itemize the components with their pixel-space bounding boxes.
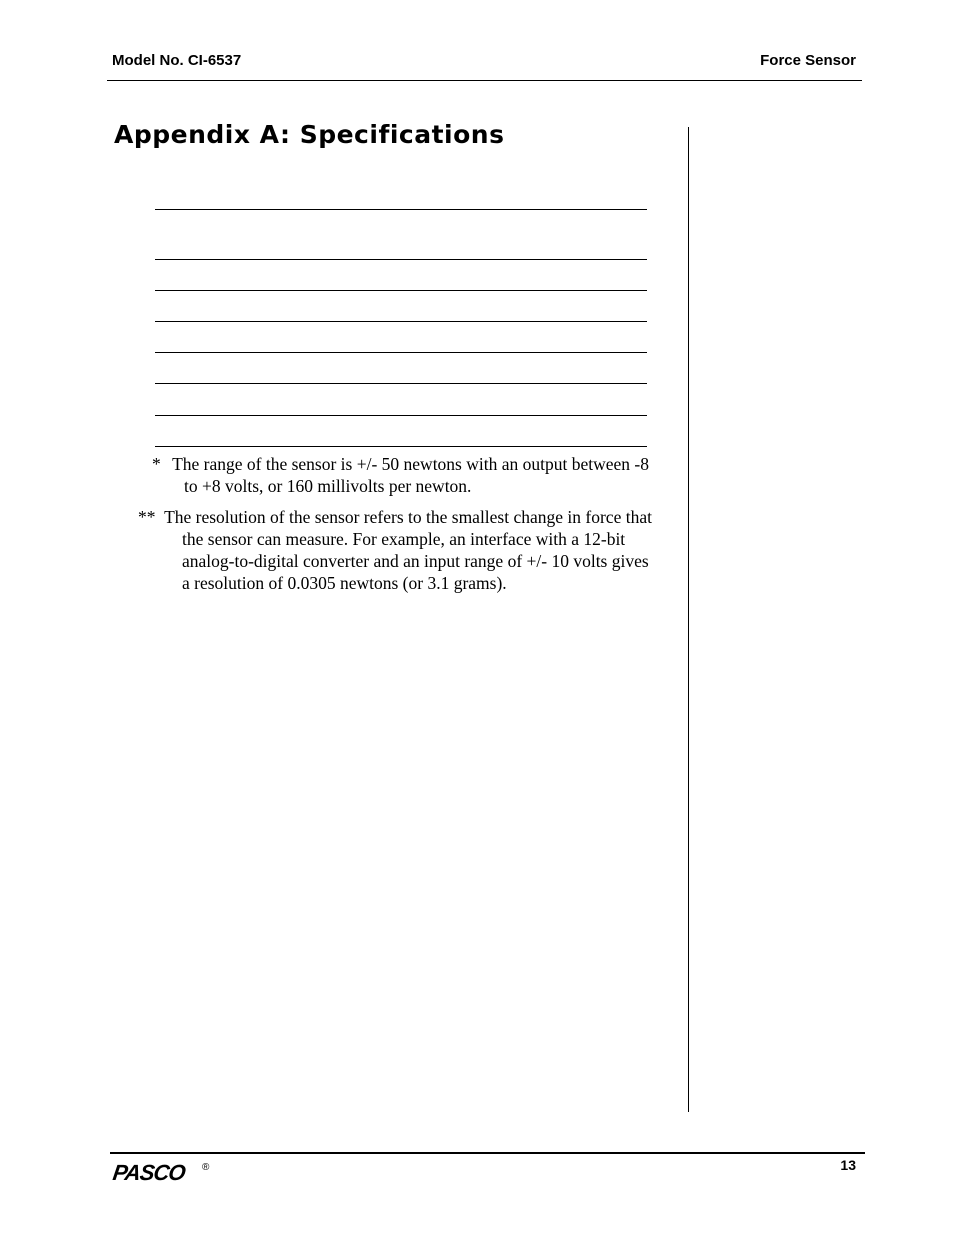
table-rule [155,321,647,322]
table-rule [155,383,647,384]
page-title: Appendix A: Specifications [114,120,505,149]
table-rule [155,290,647,291]
table-rule [155,259,647,260]
table-rule-top [155,209,647,210]
table-rule [155,415,647,416]
footnote-resolution: ** The resolution of the sensor refers to the smallest change in force that the sensor can measure. For example, an interface with a 12-bit analog-to-digital converter and an input range of +/- 10 volts gives a resolution of 0.0305 newtons (or 3.1 grams). [138,507,652,593]
footnote-text: The range of the sensor is +/- 50 newtons with an output between -8 to +8 volts, or 160 millivolts per newton. [172,454,649,496]
column-divider [688,127,689,1112]
page-number: 13 [840,1157,856,1173]
header-model-number: Model No. CI-6537 [112,52,242,69]
registered-mark: ® [202,1162,210,1173]
table-rule [155,352,647,353]
pasco-logo: PASCO [111,1160,187,1185]
footnote-range: * The range of the sensor is +/- 50 newtons with an output between -8 to +8 volts, or 160 millivolts per newton. [152,454,649,496]
footnote-text: The resolution of the sensor refers to the smallest change in force that the sensor can measure. For example, an interface with a 12-bit analog-to-digital converter and an input range of +/- 10 volts gives a resolution of 0.0305 newtons (or 3.1 grams). [164,507,652,593]
header-divider [107,80,862,81]
footer-divider [110,1152,865,1154]
table-rule-bottom [155,446,647,447]
header-product-name: Force Sensor [760,52,856,69]
